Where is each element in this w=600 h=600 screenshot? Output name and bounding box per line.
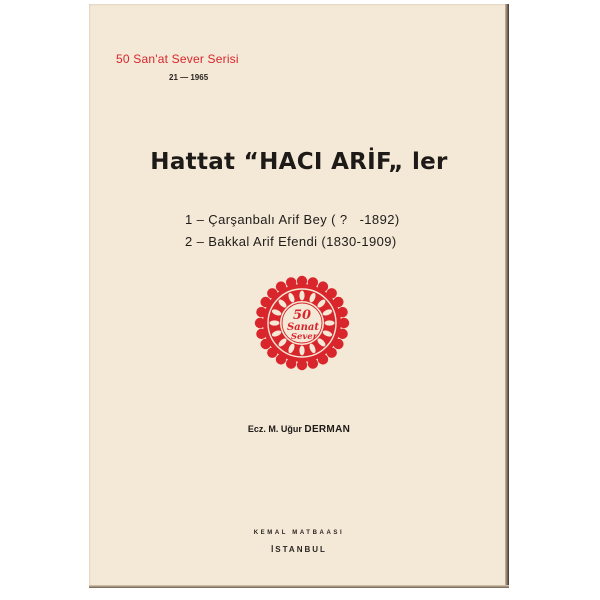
- publisher-city: İSTANBUL: [271, 545, 327, 554]
- cover-bottom-edge: [89, 585, 509, 588]
- book-cover: [89, 4, 509, 588]
- author-prefix: Ecz. M. Uğur: [247, 424, 302, 434]
- series-name: 50 San'at Sever Serisi: [116, 52, 239, 66]
- series-number: 21 — 1965: [169, 73, 209, 82]
- emblem-number: 50: [292, 308, 312, 323]
- works-list: [185, 209, 400, 253]
- work-item-2: 2 – Bakkal Arif Efendi (1830-1909): [185, 234, 397, 249]
- work-item-1: 1 – Çarşanbalı Arif Bey ( ? -1892): [185, 212, 400, 227]
- publisher: KEMAL MATBAASI: [253, 530, 345, 536]
- author: [89, 424, 509, 435]
- book-title: Hattat “HACI ARİF„ ler: [150, 149, 448, 175]
- author-surname: DERMAN: [304, 424, 351, 435]
- emblem-word-2: Sever: [290, 332, 318, 342]
- sanat-sever-emblem-logo: [252, 273, 352, 373]
- emblem-word-1: Sanat: [286, 322, 320, 333]
- cover-right-edge: [505, 4, 509, 588]
